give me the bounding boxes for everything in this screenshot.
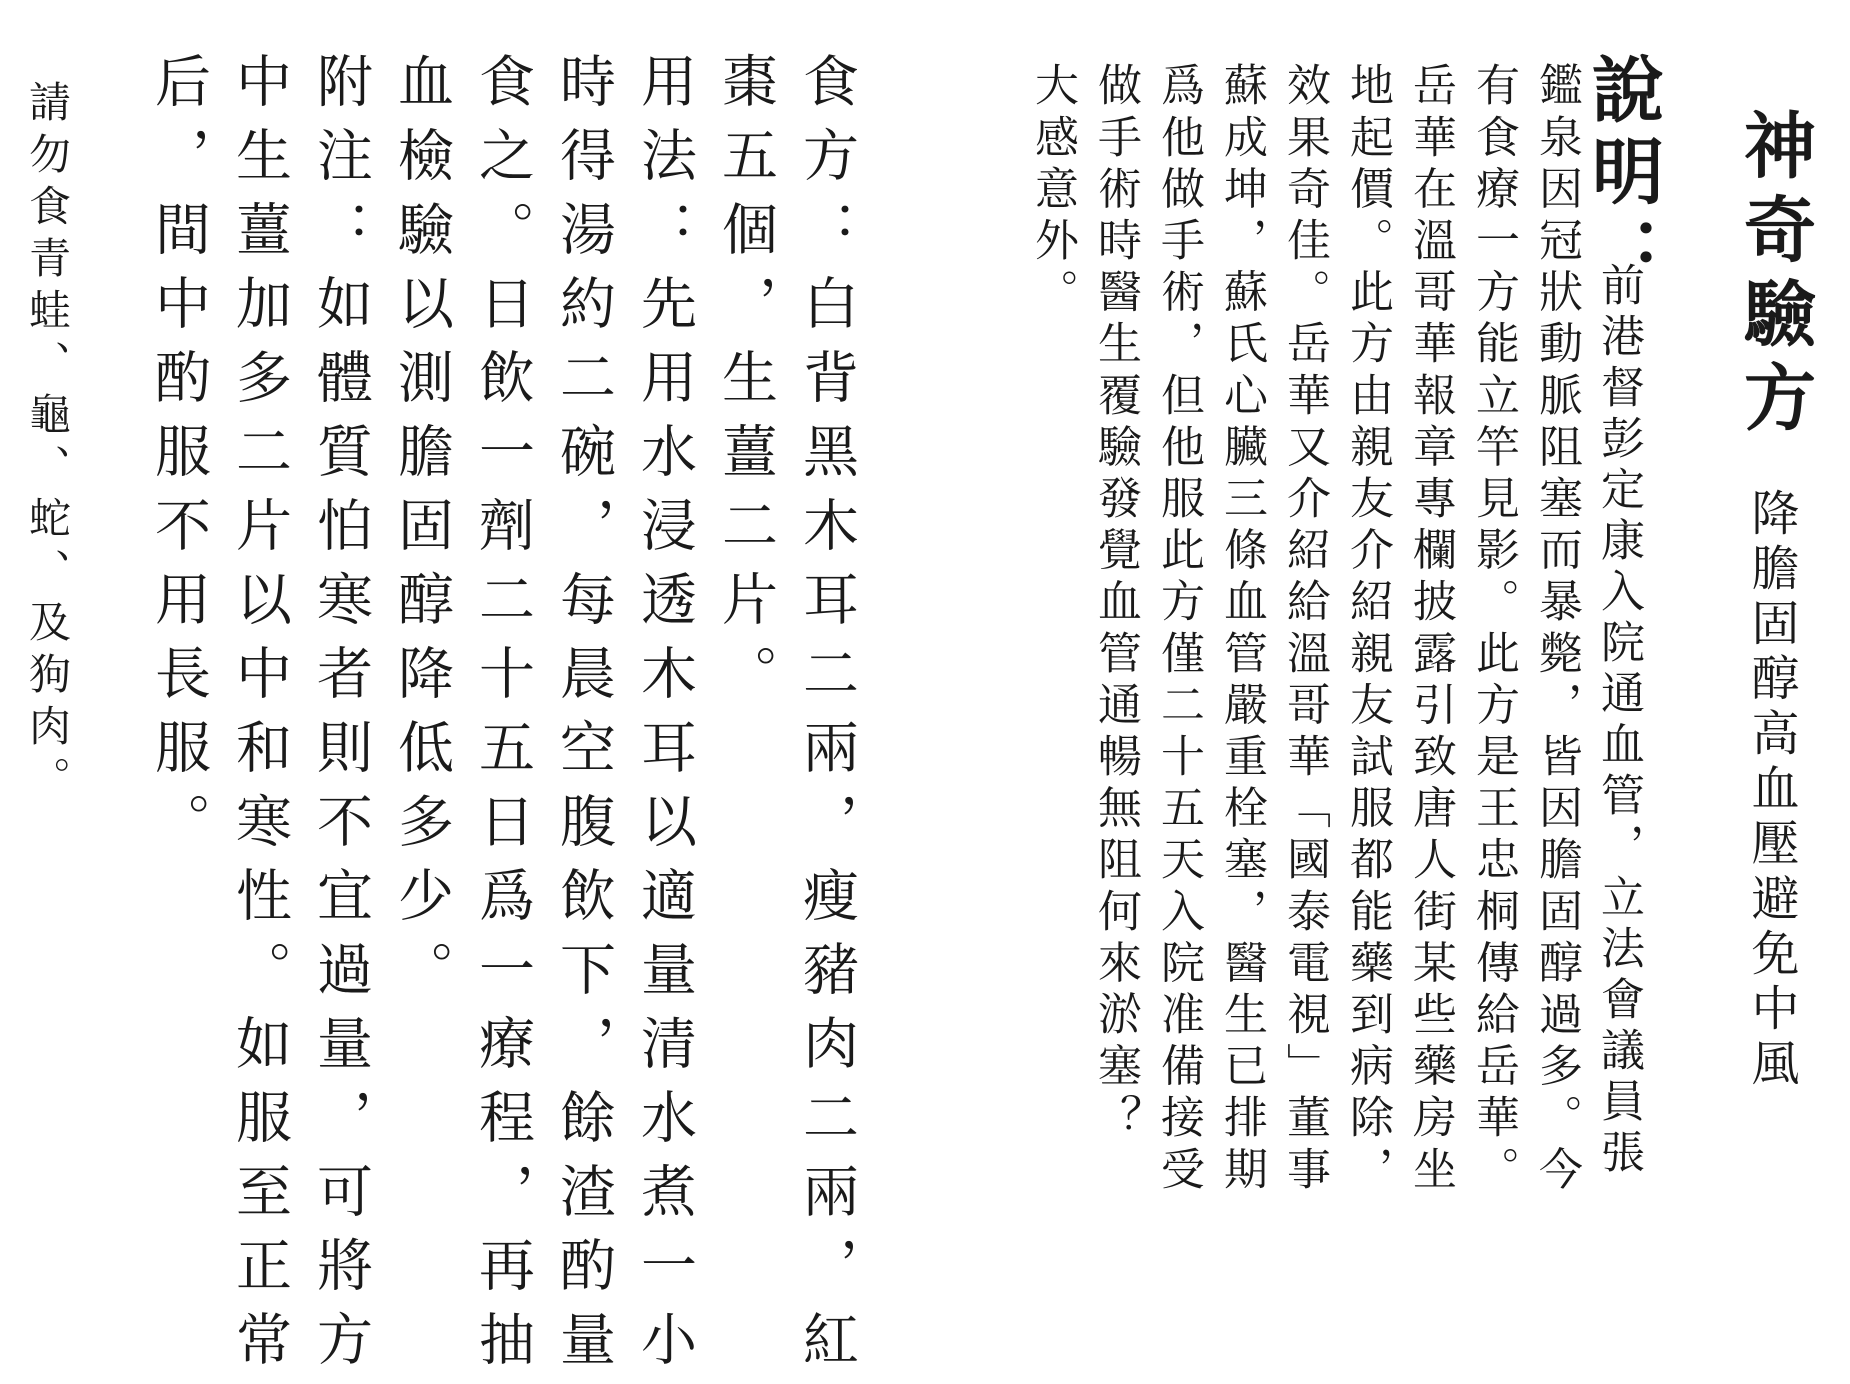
- explanation-line-7: 蘇成坤，蘇氏心臟三條血管嚴重栓塞，醫生已排期: [1216, 62, 1267, 1198]
- recipe-line-4: 時得湯約二碗，每晨空腹飲下，餘渣酌量: [551, 52, 616, 1384]
- dietary-warning: 請勿食青蛙、龜、蛇、及狗肉。: [23, 80, 72, 808]
- explanation-line-10: 大感意外。: [1027, 62, 1078, 320]
- recipe-line-5: 食之。日飲一劑二十五日爲一療程，再抽: [470, 52, 535, 1384]
- recipe-line-9: 后，間中酌服不用長服。: [146, 52, 211, 866]
- explanation-line-1: 前港督彭定康入院通血管，立法會議員張: [1593, 262, 1644, 1180]
- explanation-line-9: 做手術時醫生覆驗發覺血管通暢無阻何來淤塞？: [1090, 62, 1141, 1146]
- recipe-line-1: 食方：白背黑木耳二兩，瘦豬肉二兩，紅: [794, 52, 859, 1384]
- recipe-line-7: 附注：如體質怕寒者則不宜過量，可將方: [308, 52, 373, 1384]
- explanation-line-8: 爲他做手術，但他服此方僅二十五天入院准備接受: [1153, 62, 1204, 1198]
- recipe-line-2: 棗五個，生薑二片。: [713, 52, 778, 718]
- recipe-line-8: 中生薑加多二片以中和寒性。如服至正常: [227, 52, 292, 1384]
- explanation-label: 說明：: [1580, 52, 1665, 298]
- explanation-line-4: 岳華在溫哥華報章專欄披露引致唐人街某些藥房坐: [1405, 62, 1456, 1198]
- explanation-line-2: 鑑泉因冠狀動脈阻塞而暴斃，皆因膽固醇過多。今: [1531, 62, 1582, 1198]
- recipe-line-6: 血檢驗以測膽固醇降低多少。: [389, 52, 454, 1014]
- document-title: 神奇驗方: [1732, 108, 1817, 444]
- explanation-line-6: 效果奇佳。岳華又介紹給溫哥華「國泰電視」董事: [1279, 62, 1330, 1198]
- recipe-line-3: 用法：先用水浸透木耳以適量清水煮一小: [632, 52, 697, 1384]
- explanation-line-3: 有食療一方能立竿見影。此方是王忠桐傳給岳華。: [1468, 62, 1519, 1198]
- document-subtitle: 降膽固醇高血壓避免中風: [1743, 488, 1799, 1093]
- explanation-line-5: 地起價。此方由親友介紹親友試服都能藥到病除，: [1342, 62, 1393, 1198]
